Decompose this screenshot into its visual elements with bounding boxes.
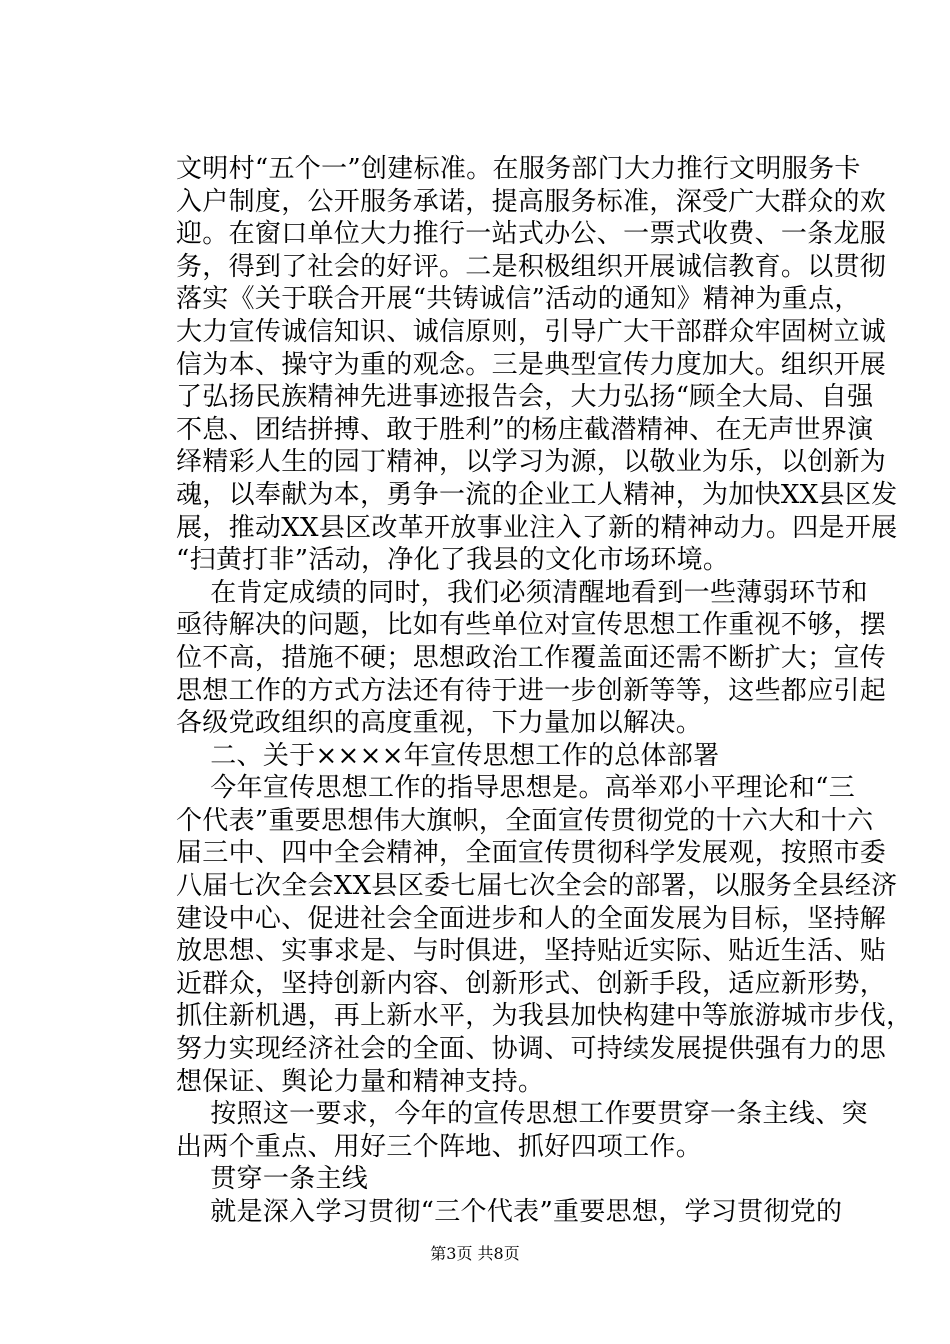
text-line: 个代表”重要思想伟大旗帜，全面宣传贯彻党的十六大和十六 bbox=[176, 805, 874, 836]
text-line: 展，推动XX县区改革开放事业注入了新的精神动力。四是开展 bbox=[176, 512, 898, 543]
section-heading: 二、关于××××年宣传思想工作的总体部署 bbox=[176, 740, 720, 771]
text-line: 努力实现经济社会的全面、协调、可持续发展提供强有力的思 bbox=[176, 1034, 887, 1065]
text-line: 建设中心、促进社会全面进步和人的全面发展为目标，坚持解 bbox=[176, 903, 887, 934]
text-line: 八届七次全会XX县区委七届七次全会的部署，以服务全县经济 bbox=[176, 871, 898, 902]
document-body bbox=[176, 153, 913, 1229]
text-line: 位不高，措施不硬；思想政治工作覆盖面还需不断扩大；宣传 bbox=[176, 642, 887, 673]
text-line: 出两个重点、用好三个阵地、抓好四项工作。 bbox=[176, 1131, 703, 1162]
text-line: 文明村“五个一”创建标准。在服务部门大力推行文明服务卡 bbox=[176, 154, 861, 184]
text-line: 绎精彩人生的园丁精神，以学习为源，以敬业为乐，以创新为 bbox=[176, 447, 887, 478]
text-line: 届三中、四中全会精神，全面宣传贯彻科学发展观，按照市委 bbox=[176, 838, 887, 869]
text-line: 魂，以奉献为本，勇争一流的企业工人精神，为加快XX县区发 bbox=[176, 479, 898, 510]
text-line: 在肯定成绩的同时，我们必须清醒地看到一些薄弱环节和 bbox=[176, 577, 868, 608]
text-line: 大力宣传诚信知识、诚信原则，引导广大干部群众牢固树立诚 bbox=[176, 316, 887, 347]
text-line: 想保证、舆论力量和精神支持。 bbox=[176, 1066, 545, 1097]
text-line: “扫黄打非”活动，净化了我县的文化市场环境。 bbox=[176, 545, 730, 576]
text-line: 今年宣传思想工作的指导思想是。高举邓小平理论和“三 bbox=[176, 773, 856, 804]
text-line: 信为本、操守为重的观念。三是典型宣传力度加大。组织开展 bbox=[176, 349, 887, 380]
page-number-footer: 第3页 共8页 bbox=[430, 1244, 520, 1263]
text-line: 抓住新机遇，再上新水平，为我县加快构建中等旅游城市步伐， bbox=[176, 1001, 913, 1032]
text-line: 放思想、实事求是、与时俱进，坚持贴近实际、贴近生活、贴 bbox=[176, 936, 887, 967]
text-line: 入户制度，公开服务承诺，提高服务标准，深受广大群众的欢 bbox=[176, 186, 887, 217]
text-line: 亟待解决的问题，比如有些单位对宣传思想工作重视不够，摆 bbox=[176, 610, 887, 641]
text-line: 落实《关于联合开展“共铸诚信”活动的通知》精神为重点， bbox=[176, 284, 861, 315]
text-line: 就是深入学习贯彻“三个代表”重要思想，学习贯彻党的 bbox=[176, 1197, 843, 1227]
text-line: 各级党政组织的高度重视，下力量加以解决。 bbox=[176, 708, 703, 739]
text-line: 按照这一要求，今年的宣传思想工作要贯穿一条主线、突 bbox=[176, 1099, 868, 1130]
text-line: 不息、团结拼搏、敢于胜利”的杨庄截潜精神、在无声世界演 bbox=[176, 414, 874, 445]
text-line: 了弘扬民族精神先进事迹报告会，大力弘扬“顾全大局、自强 bbox=[176, 382, 874, 413]
text-line: 思想工作的方式方法还有待于进一步创新等等，这些都应引起 bbox=[176, 675, 887, 706]
text-line: 近群众，坚持创新内容、创新形式、创新手段，适应新形势， bbox=[176, 968, 887, 999]
text-line: 迎。在窗口单位大力推行一站式办公、一票式收费、一条龙服 bbox=[176, 219, 887, 250]
text-line: 务，得到了社会的好评。二是积极组织开展诚信教育。以贯彻 bbox=[176, 251, 887, 282]
subsection-heading: 贯穿一条主线 bbox=[176, 1164, 369, 1195]
